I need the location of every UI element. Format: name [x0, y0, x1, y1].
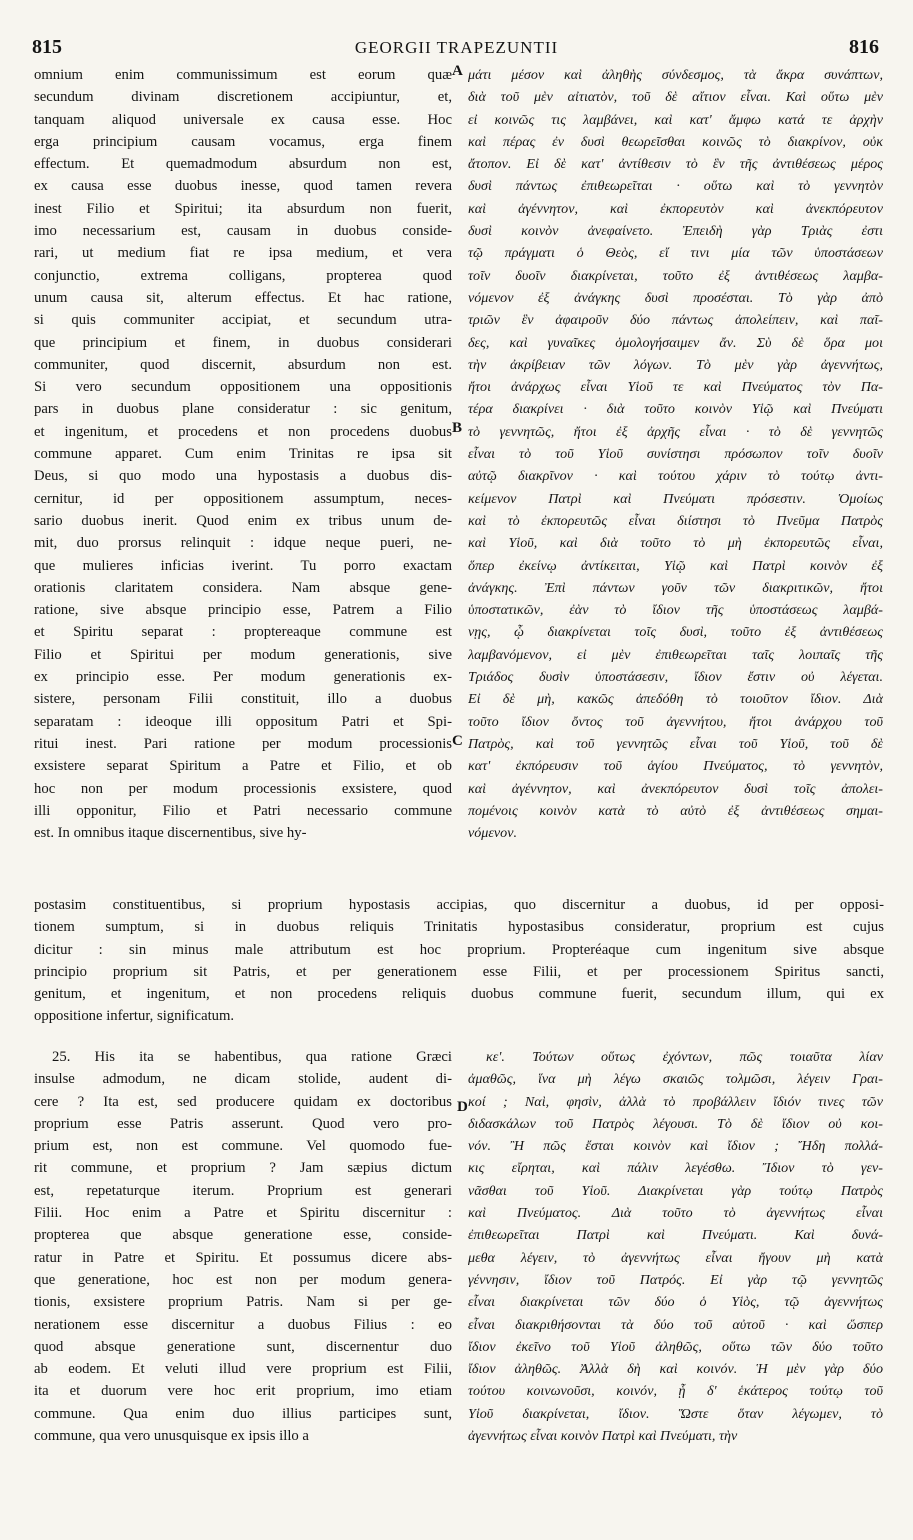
latin-text-line: omnium enim communissimum est eorum quæ [34, 67, 452, 83]
greek-text-line: ἀγεννήτως εἶναι κοινὸν Πατρὶ καὶ Πνεύματι, τὴν [468, 1428, 738, 1445]
section-marker-d: D [457, 1099, 468, 1115]
running-title: GEORGII TRAPEZUNTII [354, 38, 559, 57]
latin-text-line: et ingenitum, et procedens et non procedens duobus [34, 423, 452, 440]
latin-text-line: proprium esse Patris asserunt. Quod vero pro- [34, 1115, 452, 1132]
latin-text-line: hoc non per modum processionis exsistere, quod [34, 780, 452, 797]
greek-text-line: πομένοις κοινὸν κατὰ τὸ αὐτὸ ἐξ ἀντιθέσεως σημαι- [468, 802, 883, 819]
greek-text-line: νόμενον ἐξ ἀνάγκης δυσὶ προσέσται. Τὸ γὰρ ἀπὸ [468, 289, 883, 306]
greek-text-line: τὴν ἀκρίβειαν τῶν λόγων. Τὸ μὲν γὰρ ἀγεννήτως, [468, 356, 883, 373]
greek-text-line: δυσὶ κοινὸν ἀνεφαίνετο. Ἐπειδὴ γὰρ Τριὰς ἐστι [468, 223, 883, 240]
greek-text-line: κατ' ἐκπόρευσιν τοῦ ἁγίου Πνεύματος, τὸ γεννητὸν, [468, 758, 883, 775]
greek-column-bottom [468, 1046, 883, 1447]
greek-text-line: κείμενον Πατρὶ καὶ Πνεύματι πρόσεστιν. Ὁμοίως [468, 490, 883, 507]
latin-text-line: ita et duorum vere hoc erit proprium, imo etiam [34, 1383, 452, 1400]
latin-text-line: exsistere separat Spiritum a Patre et Filio, et ob [34, 758, 452, 775]
greek-text-line: καὶ τὸ ἐκπορευτῶς εἶναι διίστησι τὸ Πνεῦμα Πατρὸς [468, 512, 883, 529]
greek-text-line: δυσὶ πάντως ἐπιθεωρεῖται · οὕτω καὶ τὸ γεννητὸν [468, 178, 883, 195]
latin-column-top [34, 64, 452, 844]
greek-text-line: τοῦτο ἴδιον ὄντος τοῦ ἀγεννήτου, ἤτοι ἀνάρχου τοῦ [468, 713, 883, 730]
latin-text-line: quod absque generatione sunt, discernentur duo [34, 1338, 452, 1355]
greek-text-line: τὸ γεννητῶς, ἤτοι ἐξ ἀρχῆς εἶναι · τὸ δὲ γεννητῶς [468, 423, 883, 440]
page-header [30, 36, 883, 62]
latin-text-line: Filii. Hoc enim a Patre et Spiritu discernitur : [34, 1205, 452, 1222]
latin-text-line: communiter, quod discernit, absurdum non est. [34, 356, 452, 373]
latin-text-line: 25. His ita se habentibus, qua ratione Græci [52, 1049, 452, 1065]
greek-text-line: τοῖν δυοῖν διακρίνεται, τοῦτο ἐξ ἀντιθέσεως λαμβα- [468, 267, 883, 284]
greek-text-line: καὶ ἀγέννητον, καὶ ἀνεκπόρευτον δυσὶ τοῖς ἀπολει- [468, 780, 883, 797]
latin-text-line: rit commune, et proprium ? Jam sæpius dictum [34, 1160, 452, 1177]
latin-text-line: ratur in Patre et Spiritu. Et possumus dicere abs- [34, 1249, 452, 1266]
latin-text-line: que mulieres inficias iverint. Tu porro exactam [34, 557, 452, 574]
greek-text-line: Εἰ δὲ μὴ, κακῶς ἀπεδόθη τὸ τοιοῦτον ἴδιον. Διὰ [468, 691, 883, 708]
latin-text-line: separatam : ideoque illi oppositum Patri et Spi- [34, 713, 452, 730]
greek-text-line: μάτι μέσον καὶ ἀληθὴς σύνδεσμος, τὰ ἄκρα συνάπτων, [468, 67, 883, 83]
greek-column-top [468, 64, 883, 844]
greek-text-line: κοί ; Ναὶ, φησὶν, ἀλλὰ τὸ προβάλλειν ἴδιόν τινες τῶν [468, 1093, 883, 1110]
greek-text-line: καὶ πέρας ἐν δυσὶ θεωρεῖσθαι κοινῶς τὸ διακρίνον, οὐκ [468, 133, 883, 150]
latin-text-line: illi opponitur, Filio et Patri necessario commune [34, 802, 452, 819]
greek-text-line: διὰ τοῦ μὲν αἰτιατὸν, τοῦ δὲ αἴτιον εἶναι. Καὶ οὕτω μὲν [468, 89, 883, 106]
latin-text-line: conjunctio, extrema colligans, propterea quod [34, 267, 452, 284]
greek-text-line: ἀνάγκης. Ἐπὶ πάντων γοῦν τῶν διακριτικῶν, ἤτοι [468, 579, 883, 596]
greek-text-line: Υἱοῦ διακρίνεται, ἴδιον. Ὥστε ὅταν λέγωμεν, τὸ [468, 1405, 883, 1422]
greek-text-line: ὑποστατικῶν, ἐὰν τὸ ἴδιον τῆς ὑποστάσεως λαμβά- [468, 602, 883, 619]
latin-text-line: tionem sumptum, si in duobus reliquis Trinitatis hypostasibus consideratur, proprium est cujus [34, 919, 884, 936]
latin-text-line: cernitur, id per oppositionem assumptum, neces- [34, 490, 452, 507]
greek-text-line: νόν. Ἢ πῶς ἔσται κοινὸν καὶ ἴδιον ; Ἤδη πολλά- [468, 1138, 883, 1155]
greek-text-line: ἴδιον ἀληθῶς. Ἀλλὰ δὴ καὶ κοινόν. Ἡ μὲν γὰρ δύο [468, 1361, 883, 1378]
greek-text-line: εἶναι τὸ τοῦ Υἱοῦ συνίστησι πρόσωπον τοῖν δυοῖν [468, 446, 883, 463]
greek-text-line: Πατρὸς, καὶ τοῦ γεννητῶς εἶναι τοῦ Υἱοῦ, τοῦ δὲ [468, 735, 883, 752]
greek-text-line: τῷ πράγματι ὁ Θεὸς, εἴ τινι μία τῶν ὑποστάσεων [468, 245, 883, 262]
greek-text-line: τούτου κοινωνοῦσι, κοινόν, ᾗ δ' ἑκάτερος τούτῳ τοῦ [468, 1383, 883, 1400]
latin-text-line: que principium et finem, in duobus considerari [34, 334, 452, 351]
latin-text-line: secundum divinam discretionem accipiuntur, et, [34, 89, 452, 106]
greek-text-line: νᾶσθαι τοῦ Υἱοῦ. Διακρίνεται γὰρ τούτῳ Πατρὸς [468, 1182, 883, 1199]
latin-text-line: est. In omnibus itaque discernentibus, sive hy- [34, 825, 307, 842]
latin-text-line: pars in duobus plane consideratur : sic genitum, [34, 401, 452, 418]
latin-text-line: sistere, personam Filii constituit, illo a duobus [34, 691, 452, 708]
section-marker-b: B [452, 420, 463, 436]
greek-text-line: ἴδιον ἐκεῖνο τοῦ Υἱοῦ ἀληθῶς, οὕτω τῶν δύο τοῦτο [468, 1338, 883, 1355]
latin-column-bottom [34, 1046, 452, 1447]
greek-text-line: ἐπιθεωρεῖται Πατρὶ καὶ Πνεύματι. Καὶ δυνά- [468, 1227, 883, 1244]
section-marker-a: A [452, 63, 463, 79]
latin-text-line: insulse admodum, ne dicam stolide, audent di- [34, 1071, 452, 1088]
page-number-left: 815 [32, 36, 62, 58]
greek-text-line: καὶ Υἱοῦ, καὶ διὰ τοῦτο τὸ μὴ ἐκπορευτῶς εἶναι, [468, 535, 883, 552]
latin-text-line: sario duobus inerit. Quod enim ex tribus unum de- [34, 512, 452, 529]
greek-text-line: κε'. Τούτων οὕτως ἐχόντων, πῶς τοιαῦτα λίαν [486, 1049, 883, 1065]
greek-text-line: καὶ Πνεύματος. Διὰ τοῦτο τὸ ἀγεννήτως εἶναι [468, 1205, 883, 1222]
latin-text-line: ex causa esse duobus inesse, quod tamen revera [34, 178, 452, 195]
latin-text-line: principio proprium sit Patris, et per generationem esse Filii, et per processionem Spiritus sancti, [34, 963, 884, 980]
latin-text-line: oppositione infertur, significatum. [34, 1008, 235, 1025]
latin-text-line: Filio et Spiritui per modum generationis, sive [34, 646, 452, 663]
greek-text-line: μεθα λέγειν, τὸ ἀγεννήτως εἶναι ἤγουν μὴ κατὰ [468, 1249, 883, 1266]
latin-text-line: commune apparet. Cum enim Trinitas re ipsa sit [34, 446, 452, 463]
latin-full-width-block [34, 894, 884, 1028]
latin-text-line: ratione, sive absque principio esse, Patrem a Filio [34, 602, 452, 619]
latin-text-line: propterea que absque generatione esse, conside- [34, 1227, 452, 1244]
latin-text-line: si quis communiter accipiat, et secundum utra- [34, 312, 452, 329]
greek-text-line: εἰ κοινῶς τις λαμβάνει, καὶ κατ' ἄμφω κατά τε ἀρχὴν [468, 111, 883, 128]
greek-text-line: νόμενον. [468, 825, 518, 842]
page-number-right: 816 [849, 36, 879, 58]
latin-text-line: ab eodem. Et veluti illud vere proprium est Filii, [34, 1361, 452, 1378]
greek-text-line: εἶναι διακρίνεται τῶν δύο ὁ Υἱὸς, τῷ ἀγεννήτως [468, 1294, 883, 1311]
latin-text-line: ex principio esse. Per modum generationis ex- [34, 669, 452, 686]
greek-text-line: δες, καὶ γυναῖκες ὁμολογήσαιμεν ἄν. Σὺ δὲ ὅρα μοι [468, 334, 883, 351]
latin-text-line: prium est, non est commune. Vel quomodo fue- [34, 1138, 452, 1155]
greek-text-line: διδασκάλων τοῦ Πατρὸς λέγουσι. Τὸ δὲ ἴδιον οὐ κοι- [468, 1115, 883, 1132]
latin-text-line: erga principium causam vocamus, erga finem [34, 133, 452, 150]
latin-text-line: commune. Qua enim duo illius participes sunt, [34, 1405, 452, 1422]
greek-text-line: κις εἴρηται, καὶ πάλιν λεγέσθω. Ἴδιον τὸ γεν- [468, 1160, 883, 1177]
latin-text-line: est, repetaturque iterum. Proprium est generari [34, 1182, 452, 1199]
latin-text-line: commune, qua vero unusquisque ex ipsis illo a [34, 1428, 309, 1445]
greek-text-line: ὅπερ ἐκείνῳ ἀντίκειται, Υἱῷ καὶ Πατρὶ κοινὸν ἐξ [468, 557, 883, 574]
greek-text-line: τριῶν ἓν ἀφαιροῦν δύο πάντως ἀπολείπειν, καὶ παῖ- [468, 312, 883, 329]
greek-text-line: καὶ ἀγέννητον, καὶ ἐκπορευτὸν καὶ ἀνεκπόρευτον [468, 200, 883, 217]
latin-text-line: tanquam aliquod universale ex causa esse. Hoc [34, 111, 452, 128]
greek-text-line: ἀμαθῶς, ἵνα μὴ λέγω σκαιῶς τολμῶσι, λέγειν Γραι- [468, 1071, 883, 1088]
greek-text-line: Τριάδος δυσὶν ὑποστάσεσιν, ἴδιον ἔστιν οὐ λέγεται. [468, 669, 883, 686]
latin-text-line: rari, ut medium fiat re ipsa medium, et vera [34, 245, 452, 262]
latin-text-line: que generatione, hoc est non per modum genera- [34, 1271, 452, 1288]
latin-text-line: dicitur : sin minus male attributum est hoc proprium. Propteréaque cum ingenitum sive absque [34, 941, 884, 958]
greek-text-line: τέρα διακρίνει · διὰ τοῦτο κοινὸν Υἱῷ καὶ Πνεύματι [468, 401, 883, 418]
latin-text-line: imo necessarium est, causam in duobus conside- [34, 223, 452, 240]
latin-text-line: unum causa sit, alterum effectus. Et hac ratione, [34, 289, 452, 306]
latin-text-line: orationis claritatem considera. Nam absque gene- [34, 579, 452, 596]
greek-text-line: εἶναι διακριθήσονται τὰ δύο τοῦ αὐτοῦ · καὶ ὥσπερ [468, 1316, 883, 1333]
latin-text-line: et Spiritu separat : proptereaque commune est [34, 624, 452, 641]
greek-text-line: ἤτοι ἀνάρχως εἶναι Υἱοῦ τε καὶ Πνεύματος τὸν Πα- [468, 379, 883, 396]
latin-text-line: Deus, si quo modo una hypostasis a duobus dis- [34, 468, 452, 485]
latin-text-line: ritui inest. Pari ratione per modum processionis [34, 735, 452, 752]
latin-text-line: postasim constituentibus, si proprium hypostasis accipias, quo discernitur a duobus, id per opposi- [34, 897, 884, 913]
latin-text-line: Si vero secundum oppositionem una oppositionis [34, 379, 452, 396]
greek-text-line: νῃς, ᾧ διακρίνεται τοῖς δυσὶ, τοῦτο ἐξ ἀντιθέσεως [468, 624, 883, 641]
greek-text-line: ἄτοπον. Εἰ δὲ κατ' ἀντίθεσιν τὸ ἓν τῆς ἀντιθέσεως μέρος [468, 156, 883, 173]
greek-text-line: αὐτῷ διακρῖνον · καὶ τούτου χάριν τὸ τούτῳ ἀντι- [468, 468, 883, 485]
greek-text-line: γέννησιν, ἴδιον τοῦ Πατρός. Εἰ γὰρ τῷ γεννητῶς [468, 1271, 883, 1288]
latin-text-line: inest Filio et Spiritui; ita absurdum non fuerit, [34, 200, 452, 217]
section-marker-c: C [452, 733, 463, 749]
latin-text-line: genitum, et ingenitum, et non procedens reliquis duobus commune fuerit, secundum illum, qui ex [34, 986, 884, 1003]
greek-text-line: λαμβανόμενον, εἰ μὲν ἐπιθεωρεῖται ταῖς λοιπαῖς τῆς [468, 646, 883, 663]
latin-text-line: nerationem esse discernitur a duobus Filius : eo [34, 1316, 452, 1333]
latin-text-line: mit, duo prorsus relinquit : idque neque pueri, ne- [34, 535, 452, 552]
latin-text-line: tionis, exsistere proprium Patris. Nam si per ge- [34, 1294, 452, 1311]
latin-text-line: cere ? Ita est, sed producere quidam ex doctoribus [34, 1093, 452, 1110]
latin-text-line: effectum. Et quemadmodum absurdum non est, [34, 156, 452, 173]
